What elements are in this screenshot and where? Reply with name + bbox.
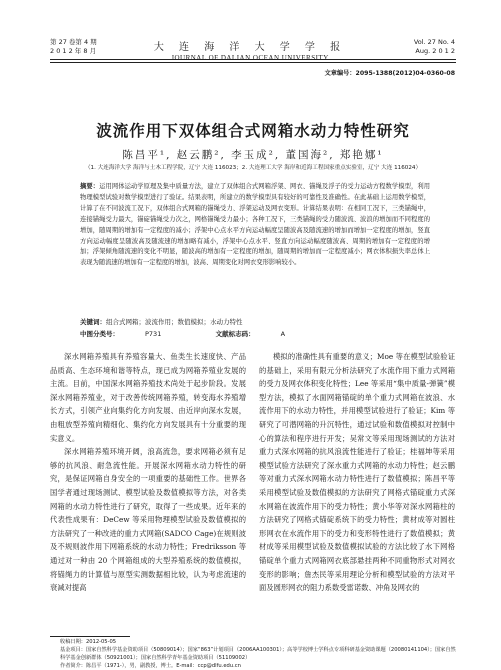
article-number: 文章编号：2095-1388(2012)04-0360-08 [324, 70, 455, 77]
abstract-label: 摘要： [80, 183, 100, 190]
header-left [50, 38, 97, 56]
body-paragraph: 深水网箱养殖具有养殖容量大、鱼类生长速度快、产品品质高、生态环境和谐等特点，现已成为网箱养殖业发展的主流。目前，中国深水网箱养殖技术尚处于起步阶段。发展深水网箱养殖业，对于改善传统网箱养殖，转变海水养殖增长方式，引领产业向集约化方向发展、由近岸向深水发展，由粗放型养殖向精细化、集约化方向发展具有十分重要的现实意义。 [50, 352, 246, 443]
footnote [60, 638, 460, 670]
classification-line [80, 329, 430, 339]
journal-header [0, 0, 501, 62]
affiliations: （1. 大连海洋大学 海洋与土木工程学院，辽宁 大连 116023；2. 大连理工大学 海岸和近海工程国家重点实验室，辽宁 大连 116024） [84, 165, 422, 171]
header-right [414, 38, 455, 56]
funding-info: 基金项目：国家自然科学基金资助项目（50809014）；国家“863”计划项目（2006AA100301）；高等学校博士学科点专项科研基金资助课题（20080141104）；国家自然科学基金创新群体（50921001）；国家自然科学青年基金资助项目（51109002） [60, 647, 456, 661]
body-column-left [50, 350, 246, 595]
received-date: 收稿日期：2012-05-05 [60, 639, 117, 645]
body-paragraph: 模拟的准确性具有重要的意义；Moe 等在模型试验验证的基础上，采用有限元分析法研究了水流作用下重力式网箱的受力及网衣体积变化特性；Lee 等采用“集中质量-弹簧”模型方法，模拟了水面网箱锚碇的单个重力式网箱在波浪、水流作用下的水动力特性，并用模型试验进行了验证；Kim 等研究了可潜网箱的升沉特性，通过试验和数值模拟对控制中心的算法和程序进行开发；吴常文等采用现场测试的方法对重力式深水网箱的抗风浪流性能进行了验证；桂福坤等采用模型试验方法研究了深水重力式网箱的水动力特性；赵云鹏等对重力式深水网箱水动力特性进行了数值模拟；陈昌平等采用模型试验及数值模拟的方法研究了网格式锚碇重力式深水网箱在波流作用下的受力特性；黄小华等对深水网箱柱的方法研究了网格式锚碇系统下的受力特性；黄材成等对圆柱形网衣在水流作用下的受力和变形特性进行了数值模拟；黄材成等采用模型试验及数值模拟试验的方法比较了水下网格锚碇单个重力式网箱网衣底部悬挂两种不同重物形式对网衣变形的影响；詹杰民等采用理论分析和模型试验的方法对平面及圆形网衣的阻力系数受雷诺数、冲角及网衣的 [259, 352, 455, 593]
body-paragraph: 深水网箱养殖环境开阔，浪高流急，要求网箱必须有足够的抗风浪、耐急流性能。开展深水网箱水动力特性的研究，是保证网箱自身安全的一项重要的基础性工作。世界各国学者通过现场测试、模型试验及数值模拟等方法，对各类网箱的水动力特性进行了研究，取得了一些成果。近年来的代表性成果有：DeCew 等采用物理模型试验及数值模拟的方法研究了一种改进的重力式网箱(SADCO Cage)在规则波及不规则波作用下网箱系统的水动力特性；Fredriksson 等通过对一种由 20 个网箱组成的大型养殖系统的数值模拟，将锚绳力的计算值与原型实测数据相比较，认为考虑流速的衰减对提高 [50, 447, 246, 593]
author-list: 陈昌平¹, 赵云鹏², 李玉成², 董国海², 郑艳娜¹ [122, 149, 384, 161]
footnote-rule [50, 636, 130, 637]
volume-issue-en: Vol. 27 No. 4 [413, 38, 455, 46]
header-rule-thin [50, 62, 456, 63]
keywords-text: 组合式网箱；波流作用；数值模拟；水动力特性 [106, 318, 243, 326]
author-bio: 作者简介：陈昌平（1971-），男，副教授，博士。E-mail：ccp@dlfu.edu.cn [60, 663, 241, 669]
clc-number: 中图分类号： P731 [80, 330, 162, 338]
header-rule-thick [50, 59, 456, 60]
keywords [80, 317, 430, 327]
date-en: Aug. 2 0 1 2 [415, 47, 455, 55]
body-column-right [259, 350, 455, 595]
keywords-label: 关键词： [80, 318, 106, 326]
volume-issue-cn: 第 27 卷第 4 期 [50, 38, 97, 46]
paper-title: 波流作用下双体组合式网箱水动力特性研究 [96, 122, 410, 140]
abstract [80, 182, 430, 269]
document-code: 文献标志码： A [215, 330, 286, 338]
journal-name-cn: 大 连 海 洋 大 学 学 报 [153, 42, 347, 53]
abstract-text: 运用网体运动学原理及集中质量方法，建立了双体组合式网箱浮架、网衣、锚绳及浮子的受力运动方程数学模型，利用物理模型试验对数学模型进行了验证。结果表明，所建立的数学模型具有较好的可靠性及准确性。在此基础上运用数学模型，计算了在不同波流工况下，双体组合式网箱的锚绳受力、浮架运动及网衣变形。计算结果表明：在相同工况下，三类锚绳中，连接锚绳受力最大，锚碇锚绳受力次之，网格锚绳受力最小；各种工况下，三类锚绳的受力随波流、波浪的增加而不同程度的增加，随周期的增加有一定程度的减小；浮架中心点水平方向运动幅度呈随波高及随流速的增加而增加一定程度的增加，竖直方向运动幅度呈随波高及随流速的增加略有减小，浮架中心点水平、竖直方向运动幅度随波高、周期的增加有一定程度的增加；浮架倾角随流速的变化不明显，随波高的增加有一定程度的增加，随周期的增加而一定程度减小；网衣体积损失率总体上表现为随流速的增加有一定程度的增加，波高、周期变化对网衣变形影响较小。 [80, 183, 431, 267]
date-cn: 2 0 1 2 年 8 月 [50, 47, 97, 55]
journal-name-en: JOURNAL OF DALIAN OCEAN UNIVERSITY [171, 54, 329, 62]
